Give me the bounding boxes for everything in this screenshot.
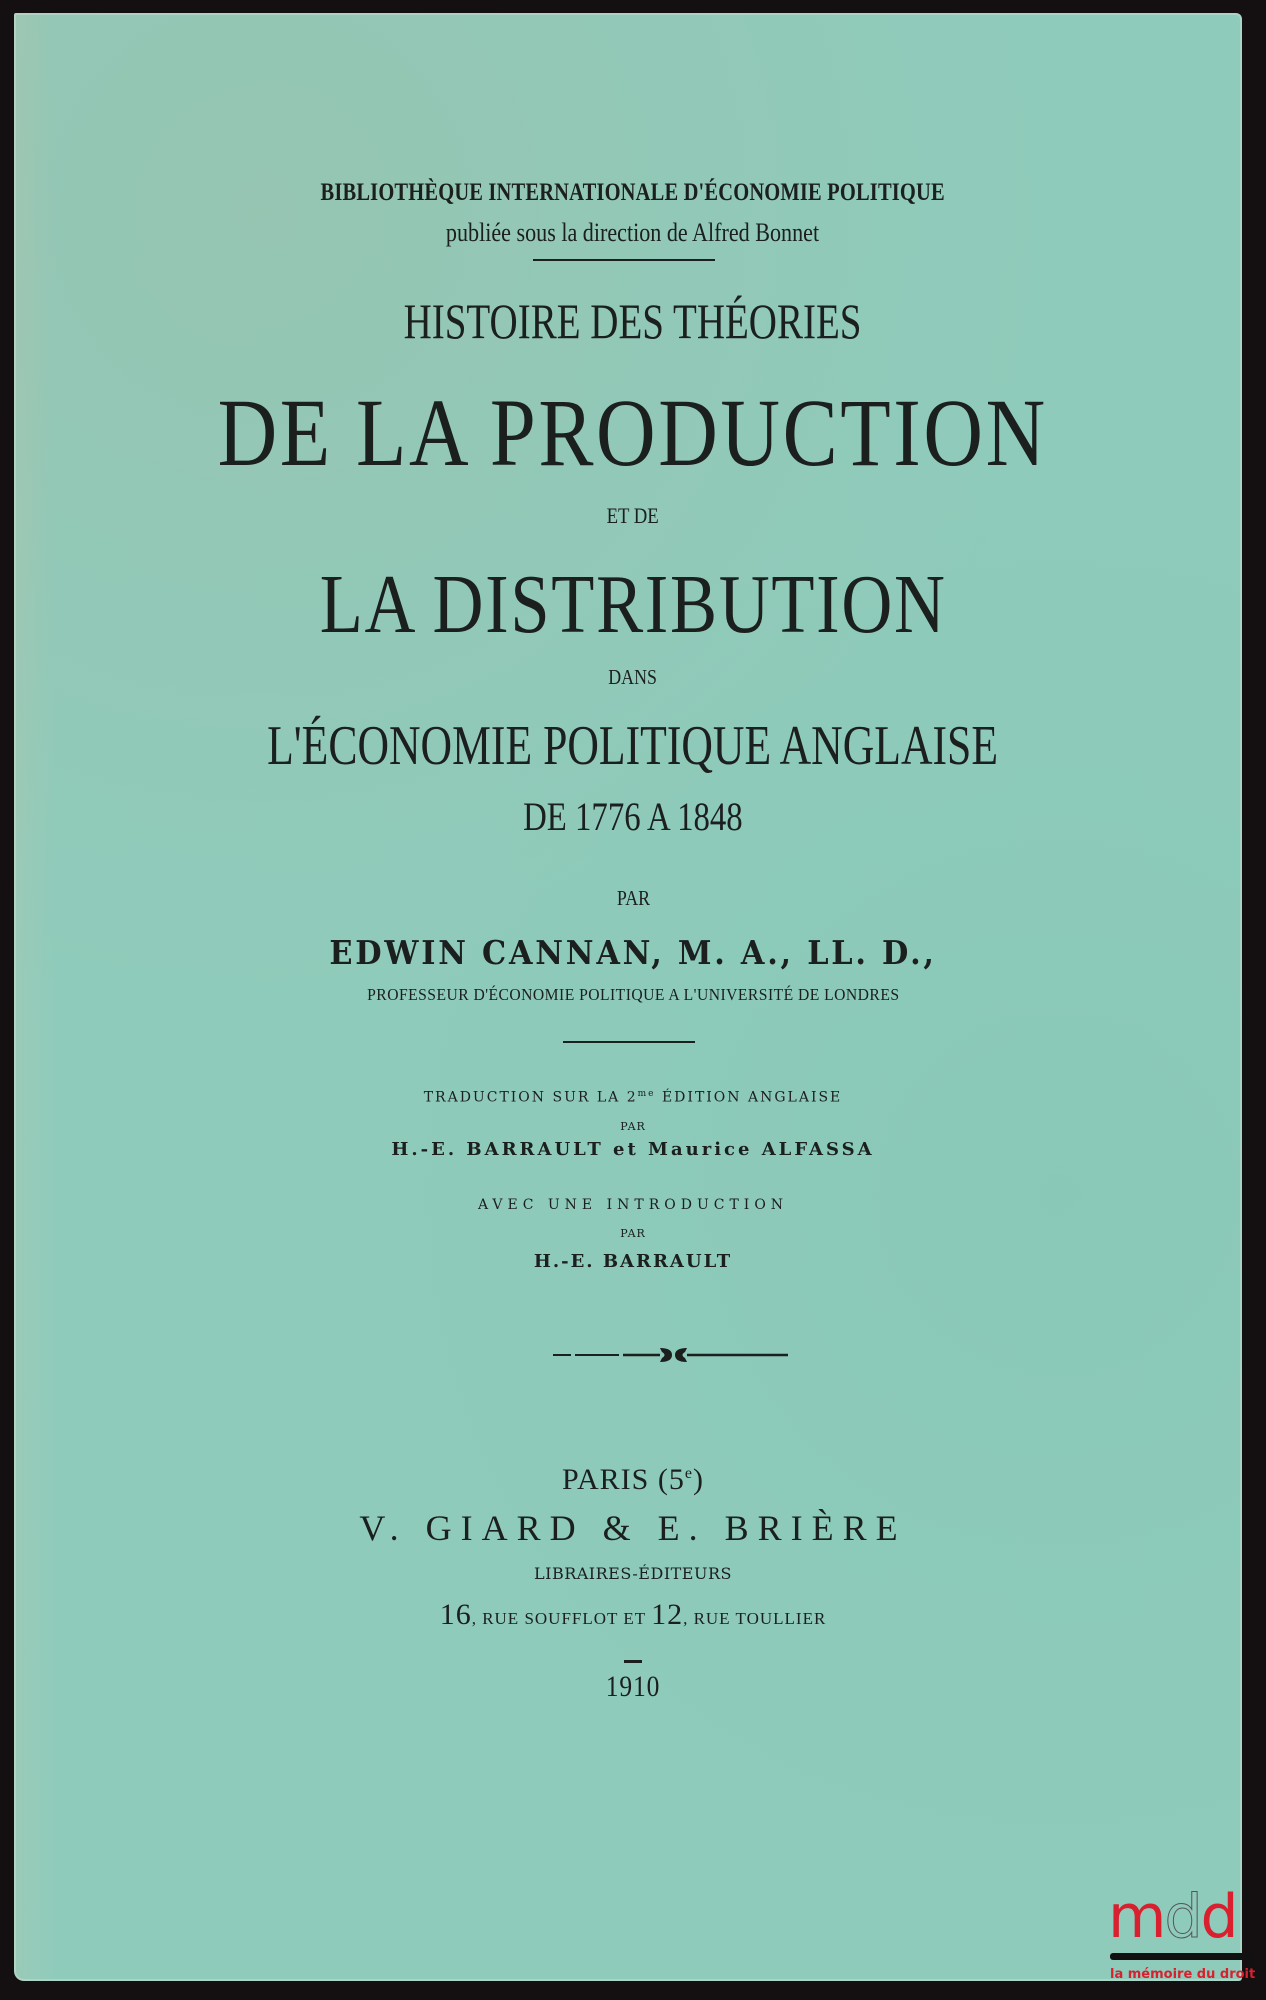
logo-tagline: la mémoire du droit xyxy=(1110,1967,1256,1982)
divider-rule xyxy=(533,259,715,261)
logo-bar xyxy=(1110,1953,1252,1960)
author-by: PAR xyxy=(616,886,650,910)
imprint-address: 16, RUE SOUFFLOT ET 12, RUE TOULLIER xyxy=(439,1598,827,1631)
title-line-1: HISTOIRE DES THÉORIES xyxy=(404,293,862,349)
imprint-year: 1910 xyxy=(605,1670,661,1703)
ornament-divider-icon xyxy=(553,1346,788,1364)
mdd-watermark-logo xyxy=(1108,1882,1266,2000)
introduction-label: AVEC UNE INTRODUCTION xyxy=(477,1197,789,1213)
translation-label: TRADUCTION SUR LA $2^{me}$ ÉDITION ANGLAISE xyxy=(423,1089,843,1106)
series-title: BIBLIOTHÈQUE INTERNATIONALE D'ÉCONOMIE POLITIQUE xyxy=(320,179,946,206)
title-line-6: L'ÉCONOMIE POLITIQUE ANGLAISE xyxy=(267,715,999,777)
translators: H.-E. BARRAULT et Maurice ALFASSA xyxy=(391,1139,875,1160)
series-director: publiée sous la direction de Alfred Bonnet xyxy=(446,218,820,247)
divider-rule xyxy=(563,1041,695,1043)
imprint-publisher: V. GIARD & E. BRIÈRE xyxy=(359,1508,907,1548)
introduction-by: PAR xyxy=(620,1227,646,1240)
author-name: EDWIN CANNAN, M. A., LL. D., xyxy=(329,933,937,972)
introduction-author: H.-E. BARRAULT xyxy=(533,1251,733,1272)
title-line-7: DE 1776 A 1848 xyxy=(523,794,743,839)
translation-by: PAR xyxy=(620,1120,646,1133)
title-line-2: DE LA PRODUCTION xyxy=(217,379,1049,486)
title-line-5: DANS xyxy=(608,665,658,689)
title-line-3: ET DE xyxy=(606,503,660,528)
imprint-dash xyxy=(0,1650,1266,1666)
logo-wordmark: mdd xyxy=(1108,1882,1237,1952)
title-line-4: LA DISTRIBUTION xyxy=(319,558,947,651)
imprint-role: LIBRAIRES-ÉDITEURS xyxy=(534,1564,732,1583)
imprint-city: PARIS (5e) xyxy=(562,1463,704,1496)
author-position: PROFESSEUR D'ÉCONOMIE POLITIQUE A L'UNIVERSITÉ DE LONDRES xyxy=(366,985,900,1004)
